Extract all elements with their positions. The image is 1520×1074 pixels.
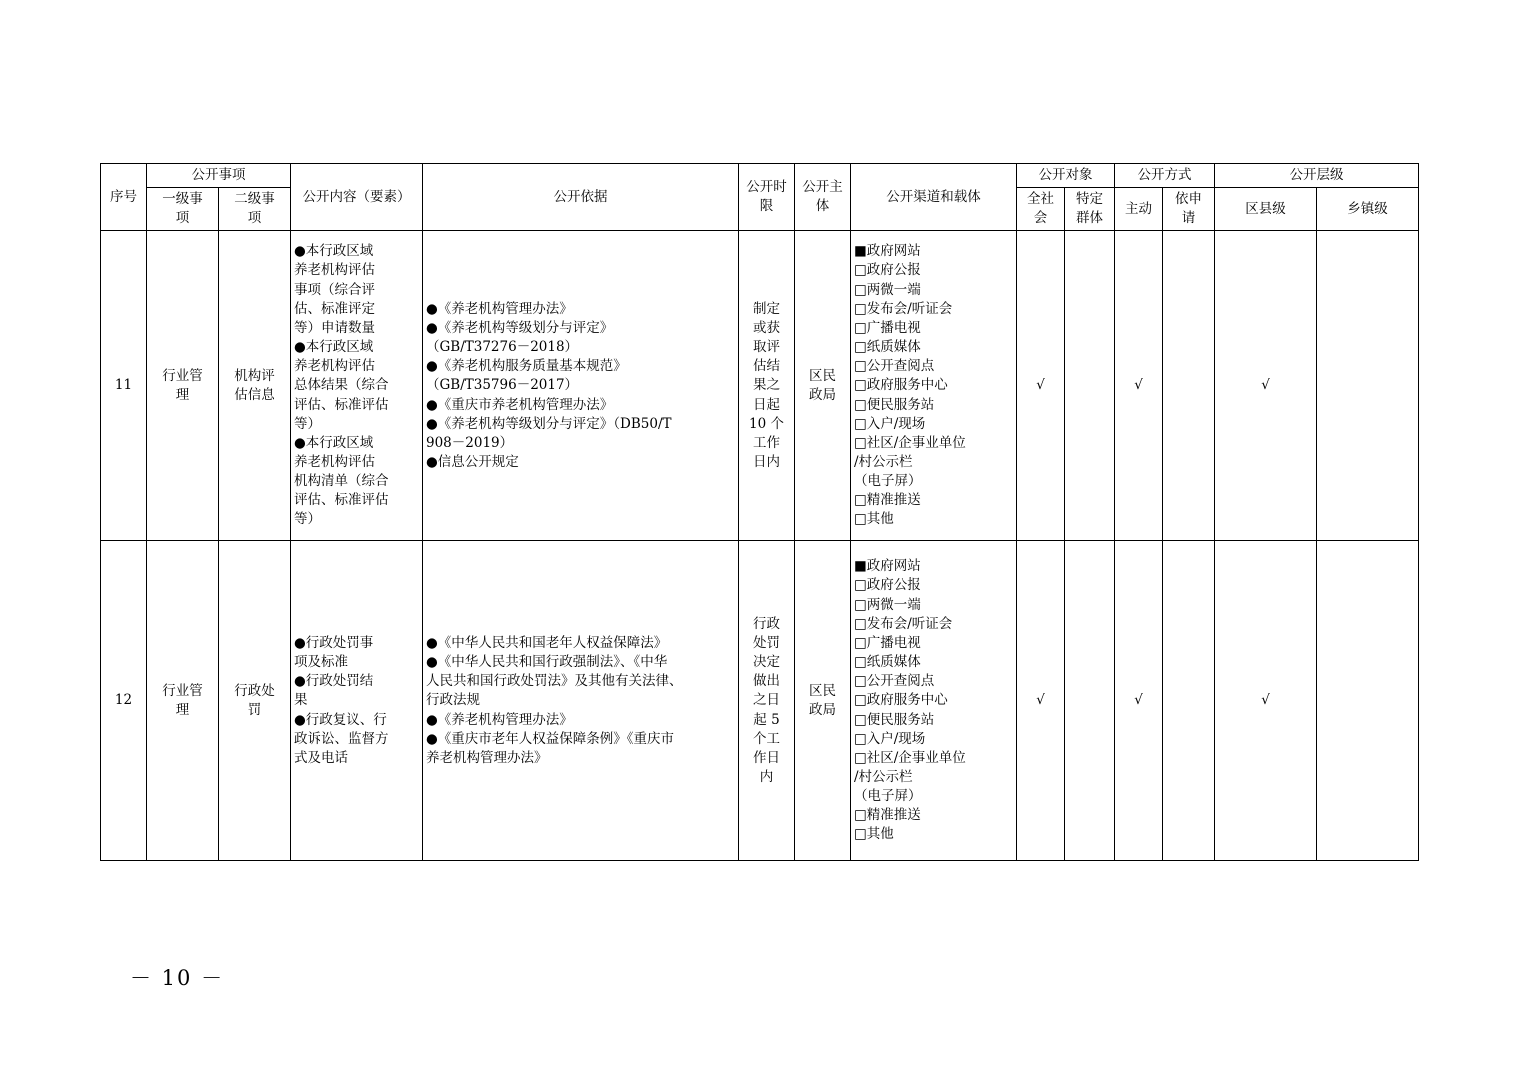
header-content: 公开内容（要素） [291,164,423,231]
row-mode-request [1163,541,1215,861]
table-body [101,231,1419,861]
header-group-mode: 公开方式 [1115,164,1215,188]
header-mode-active: 主动 [1115,188,1163,231]
row-seq: 11 [101,231,147,541]
header-group-items: 公开事项 [147,164,291,188]
row-seq: 12 [101,541,147,861]
header-group-level: 公开层级 [1215,164,1419,188]
header-subject: 公开主体 [795,164,851,231]
row-deadline: 制定 或获 取评 估结 果之 日起 10 个 工作 日内 [739,231,795,541]
row-level-district: √ [1215,541,1317,861]
header-level2: 二级事项 [219,188,291,231]
header-deadline: 公开时限 [739,164,795,231]
header-channel: 公开渠道和载体 [851,164,1017,231]
row-object-all: √ [1017,541,1065,861]
header-object-all: 全社会 [1017,188,1065,231]
row-channel: ■政府网站 □政府公报 □两微一端 □发布会/听证会 □广播电视 □纸质媒体 □公开查阅点 □政府服务中心 □便民服务站 □入户/现场 □社区/企事业单位 /村公示栏 （电子屏） □精准推送 □其他 [851,541,1017,861]
row-channel: ■政府网站 □政府公报 □两微一端 □发布会/听证会 □广播电视 □纸质媒体 □公开查阅点 □政府服务中心 □便民服务站 □入户/现场 □社区/企事业单位 /村公示栏 （电子屏） □精准推送 □其他 [851,231,1017,541]
row-level1: 行业管理 [147,541,219,861]
header-level1: 一级事项 [147,188,219,231]
row-content: ●本行政区域 养老机构评估 事项（综合评 估、标准评定 等）申请数量 ●本行政区域 养老机构评估 总体结果（综合 评估、标准评估 等） ●本行政区域 养老机构评估 机构清单（综合 评估、标准评估 等） [291,231,423,541]
row-level2: 机构评估信息 [219,231,291,541]
header-level-town: 乡镇级 [1317,188,1419,231]
table-row [101,231,1419,541]
row-level2: 行政处罚 [219,541,291,861]
row-level-district: √ [1215,231,1317,541]
row-level-town [1317,231,1419,541]
row-mode-request [1163,231,1215,541]
row-subject: 区民 政局 [795,541,851,861]
page-number: － 10 － [130,966,225,990]
header-basis: 公开依据 [423,164,739,231]
row-basis: ●《养老机构管理办法》 ●《养老机构等级划分与评定》 （GB/T37276－2018） ●《养老机构服务质量基本规范》 （GB/T35796－2017） ●《重庆市养老机构管理办法》 ●《养老机构等级划分与评定》（DB50/T 908－2019） ●信息公开规定 [423,231,739,541]
row-subject: 区民 政局 [795,231,851,541]
row-deadline: 行政 处罚 决定 做出 之日 起 5 个工 作日 内 [739,541,795,861]
header-mode-request: 依申请 [1163,188,1215,231]
disclosure-matrix-table [100,163,1419,861]
row-object-all: √ [1017,231,1065,541]
row-mode-active: √ [1115,231,1163,541]
row-level1: 行业管理 [147,231,219,541]
row-content: ●行政处罚事 项及标准 ●行政处罚结 果 ●行政复议、行 政诉讼、监督方 式及电话 [291,541,423,861]
row-object-specific [1065,541,1115,861]
table-header-row-1 [101,164,1419,188]
table-row [101,541,1419,861]
header-seq: 序号 [101,164,147,231]
row-object-specific [1065,231,1115,541]
row-level-town [1317,541,1419,861]
header-group-object: 公开对象 [1017,164,1115,188]
header-level-district: 区县级 [1215,188,1317,231]
row-basis: ●《中华人民共和国老年人权益保障法》 ●《中华人民共和国行政强制法》、《中华 人民共和国行政处罚法》及其他有关法律、 行政法规 ●《养老机构管理办法》 ●《重庆市老年人权益保障条例》《重庆市 养老机构管理办法》 [423,541,739,861]
row-mode-active: √ [1115,541,1163,861]
header-object-specific: 特定群体 [1065,188,1115,231]
